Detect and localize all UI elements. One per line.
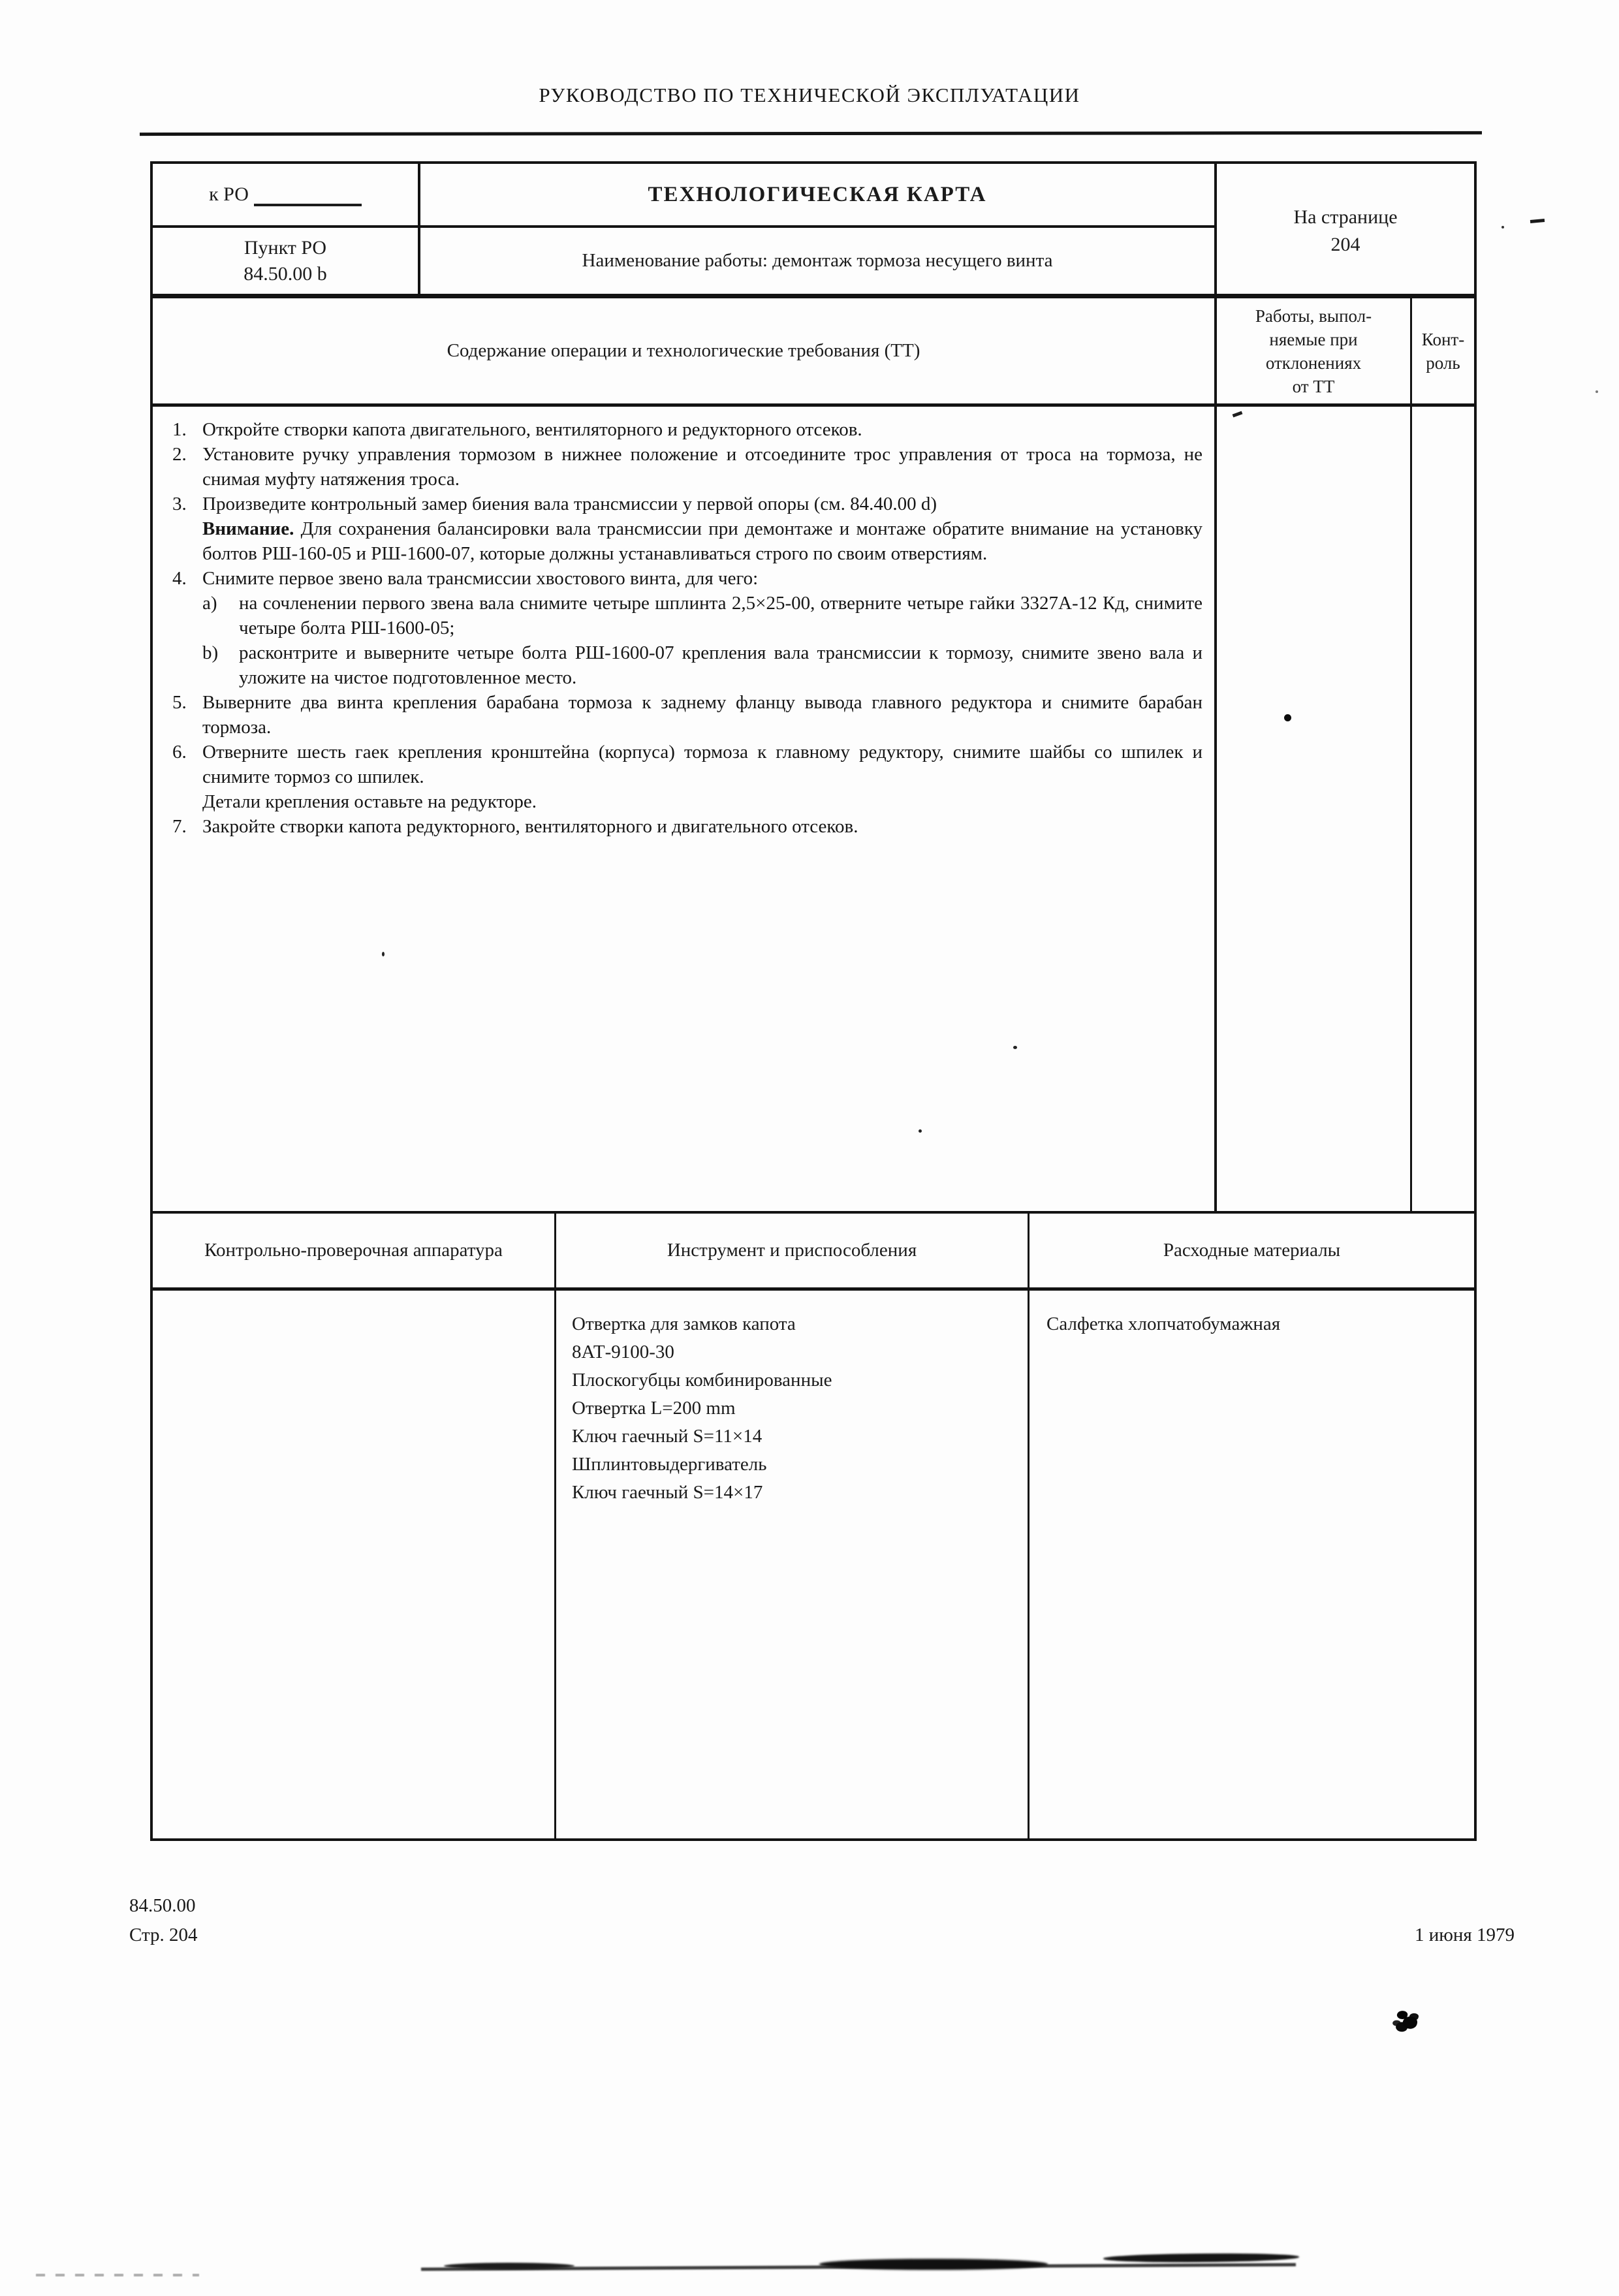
scan-speck bbox=[1501, 226, 1504, 228]
col-header-control-equipment: Контрольно-проверочная аппаратура bbox=[204, 1240, 503, 1261]
op-item-attention: Внимание. Для сохранения балансировки вала трансмиссии при демонтаже и монтаже обратите внимание на установку болтов РШ-160-05 и РШ-1600-07, которые должны устанавливаться строго по своим отверстиям. bbox=[202, 518, 1203, 564]
tool-item: Шплинтовыдергиватель bbox=[572, 1454, 767, 1475]
work-name: Наименование работы: демонтаж тормоза несущего винта bbox=[582, 250, 1053, 271]
op-item-4a: a) на сочленении первого звена вала снимите четыре шплинта 2,5×25-00, отверните четыре гайки 3327А-12 Кд, снимите четыре болта РШ-1600-05; bbox=[202, 593, 1202, 638]
op-item-7: 7. Закройте створки капота редукторного, вентиляторного и двигательного отсеков. bbox=[172, 816, 858, 837]
punkt-ro-label: Пункт РО bbox=[244, 236, 327, 259]
punkt-ro-value: 84.50.00 b bbox=[244, 262, 327, 285]
manual-title: РУКОВОДСТВО ПО ТЕХНИЧЕСКОЙ ЭКСПЛУАТАЦИИ bbox=[539, 84, 1080, 106]
tool-item: Ключ гаечный S=11×14 bbox=[572, 1426, 762, 1447]
op-item-5: 5. Выверните два винта крепления барабана тормоза к заднему фланцу вывода главного редуктора и снимите барабан тормоза. bbox=[172, 692, 1202, 738]
tools-list bbox=[556, 1291, 1028, 1507]
scan-bullet-mark bbox=[1284, 714, 1291, 721]
op-item-6: 6. Отверните шесть гаек крепления кронштейна (корпуса) тормоза к главному редуктору, снимите шайбы со шпилек и снимите тормоз со шпилек. bbox=[172, 742, 1202, 787]
footer-section-number: 84.50.00 bbox=[129, 1895, 196, 1916]
cell-work-name bbox=[420, 228, 1214, 294]
material-item: Салфетка хлопчатобумажная bbox=[1046, 1313, 1281, 1334]
col-header-tools: Инструмент и приспособления bbox=[667, 1240, 917, 1261]
col-header-deviations: Работы, выпол- няемые при отклонениях от ТТ bbox=[1255, 306, 1372, 396]
scan-speck bbox=[1595, 390, 1598, 393]
tool-item: Плоскогубцы комбинированные bbox=[572, 1370, 832, 1391]
tool-item: Ключ гаечный S=14×17 bbox=[572, 1482, 763, 1503]
cell-k-ro bbox=[153, 164, 418, 225]
footer-page-number: Стр. 204 bbox=[129, 1925, 198, 1945]
op-item-1: 1. Откройте створки капота двигательного, вентиляторного и редукторного отсеков. bbox=[172, 419, 862, 440]
operations-list bbox=[153, 407, 1214, 1210]
scan-smudge bbox=[36, 2274, 199, 2276]
tech-card-table bbox=[150, 161, 1477, 1214]
tool-item: Отвертка L=200 mm bbox=[572, 1398, 736, 1419]
on-page-number: 204 bbox=[1330, 234, 1360, 255]
op-item-4: 4. Снимите первое звено вала трансмиссии хвостового винта, для чего: bbox=[172, 568, 759, 589]
header-rule bbox=[140, 131, 1482, 136]
on-page-label: На странице bbox=[1293, 206, 1398, 228]
col-header-content: Содержание операции и технологические требования (ТТ) bbox=[447, 340, 920, 361]
op-item-4b: b) расконтрите и выверните четыре болта РШ-1600-07 крепления вала трансмиссии к тормозу, снимите звено вала и уложите на чистое подготовленное место. bbox=[202, 642, 1202, 688]
grid-line bbox=[1410, 294, 1412, 1211]
scan-dash-mark bbox=[1530, 219, 1545, 223]
resources-table bbox=[150, 1211, 1477, 1841]
ink-blot bbox=[1396, 2009, 1408, 2020]
scan-smudge bbox=[819, 2259, 1048, 2270]
col-header-materials: Расходные материалы bbox=[1163, 1240, 1341, 1261]
scan-speck bbox=[1013, 1046, 1017, 1049]
op-item-3: 3. Произведите контрольный замер биения вала трансмиссии у первой опоры (см. 84.40.00 d) bbox=[172, 494, 937, 514]
scan-smudge bbox=[444, 2263, 574, 2269]
tool-item: 8АТ-9100-30 bbox=[572, 1342, 674, 1362]
cell-card-title bbox=[420, 164, 1214, 225]
scan-speck bbox=[382, 952, 385, 956]
op-item-6-note: Детали крепления оставьте на редукторе. bbox=[202, 791, 537, 812]
op-item-2: 2. Установите ручку управления тормозом в нижнее положение и отсоедините трос управления от троса на тормоза, не снимая муфту натяжения троса. bbox=[172, 444, 1202, 490]
col-header-control: Конт- роль bbox=[1421, 329, 1465, 373]
cell-punkt-ro bbox=[153, 228, 418, 294]
scan-smudge bbox=[1103, 2253, 1299, 2263]
scan-speck bbox=[919, 1129, 922, 1133]
materials-list bbox=[1030, 1291, 1474, 1338]
k-ro-label: к РО bbox=[209, 183, 249, 205]
footer-date: 1 июня 1979 bbox=[1414, 1925, 1515, 1945]
tool-item: Отвертка для замков капота bbox=[572, 1313, 796, 1334]
cell-on-page bbox=[1217, 164, 1474, 298]
card-title: ТЕХНОЛОГИЧЕСКАЯ КАРТА bbox=[648, 182, 987, 206]
k-ro-blank-underline bbox=[254, 183, 362, 206]
